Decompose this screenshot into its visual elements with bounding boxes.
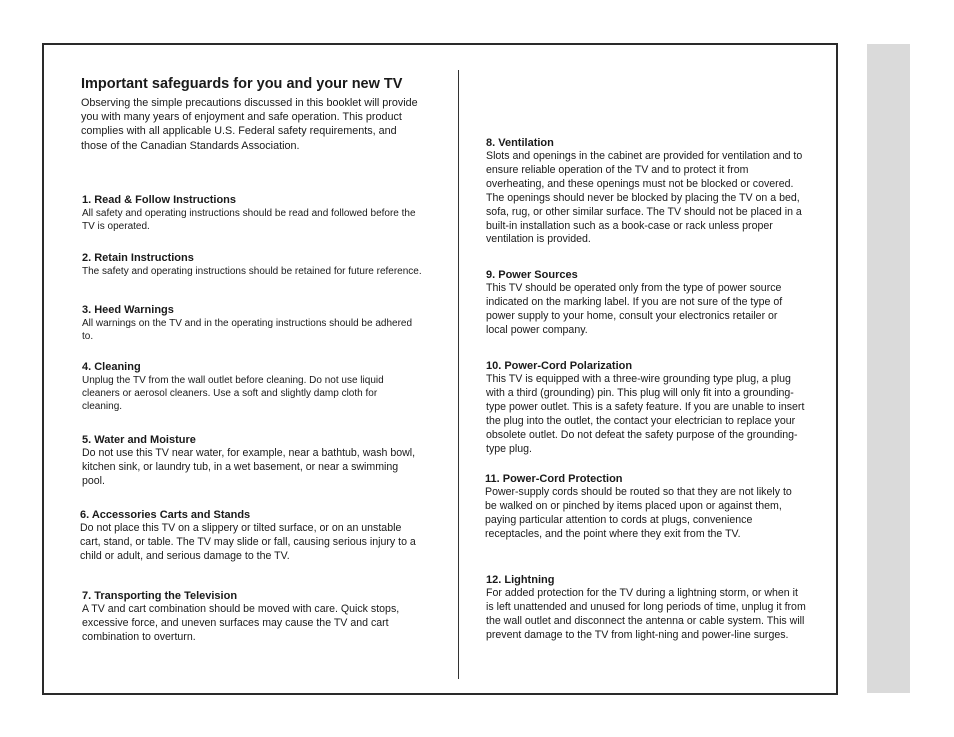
section-heading: 3. Heed Warnings (82, 304, 174, 316)
section-body: Slots and openings in the cabinet are provided for ventilation and to ensure reliable operation of the TV and to protect it from overheating, and these openings must not be blocked or covered. The openings should never be blocked by placing the TV on a bed, sofa, rug, or other similar surface. The TV should not be placed in a built-in installation such as a book-case or rack unless proper ventilation is provided. (486, 150, 803, 246)
section-carts-stands (80, 508, 422, 564)
section-body: The safety and operating instructions should be retained for future reference. (82, 266, 422, 277)
section-heading: 2. Retain Instructions (82, 252, 194, 264)
section-retain (82, 251, 422, 278)
section-body: For added protection for the TV during a lightning storm, or when it is left unattended and unused for long periods of time, unplug it from the wall outlet and disconnect the antenna or cable system. This will prevent damage to the TV from light-ning and power-line surges. (486, 587, 806, 641)
column-divider (458, 70, 459, 679)
section-body: Do not place this TV on a slippery or tilted surface, or on an unstable cart, stand, or table. The TV may slide or fall, causing serious injury to a child or adult, and serious damage to the TV. (80, 522, 416, 562)
section-body: Do not use this TV near water, for example, near a bathtub, wash bowl, kitchen sink, or laundry tub, in a wet basement, or near a swimming pool. (82, 447, 416, 487)
section-cleaning (82, 360, 402, 414)
section-body: This TV is equipped with a three-wire grounding type plug, a plug with a third (grounding) pin. This plug will only fit into a grounding-type power outlet. This is a safety feature. If you are unable to insert the plug into the outlet, the contact your electrician to replace your obsolete outlet. Do not defeat the safety purpose of the grounding-type plug. (486, 373, 805, 455)
section-heading: 5. Water and Moisture (82, 434, 196, 446)
section-transporting (82, 589, 414, 645)
section-heading: 12. Lightning (486, 574, 555, 586)
section-read-follow (82, 193, 422, 233)
section-ventilation (486, 136, 808, 247)
page-edge-tab (867, 44, 910, 693)
section-heading: 7. Transporting the Television (82, 590, 238, 602)
section-heading: 6. Accessories Carts and Stands (80, 509, 251, 521)
section-body: Power-supply cords should be routed so that they are not likely to be walked on or pinched by items placed upon or against them, paying particular attention to cords at plugs, convenience receptacles, and the point where they exit from the TV. (485, 486, 792, 540)
intro-paragraph: Observing the simple precautions discussed in this booklet will provide you with many years of enjoyment and safe operation. This product complies with all applicable U.S. Federal safety requirements, and those of the Canadian Standards Association. (81, 97, 418, 152)
section-body: All warnings on the TV and in the operating instructions should be adhered to. (82, 318, 413, 343)
section-heed-warnings (82, 303, 422, 343)
page-title: Important safeguards for you and your new TV (81, 76, 403, 92)
section-polarization (486, 359, 808, 456)
section-heading: 10. Power-Cord Polarization (486, 360, 633, 372)
section-heading: 9. Power Sources (486, 269, 578, 281)
section-water-moisture (82, 433, 422, 489)
section-body: This TV should be operated only from the type of power source indicated on the marking label. If you are not sure of the type of power supply to your home, consult your electronics retailer or local power company. (486, 282, 783, 336)
section-heading: 8. Ventilation (486, 137, 554, 149)
section-body: A TV and cart combination should be moved with care. Quick stops, excessive force, and uneven surfaces may cause the TV and cart combination to overturn. (82, 603, 400, 643)
section-heading: 11. Power-Cord Protection (485, 473, 623, 485)
section-heading: 1. Read & Follow Instructions (82, 194, 237, 206)
section-heading: 4. Cleaning (82, 361, 141, 373)
section-cord-protection (485, 472, 803, 542)
section-power-sources (486, 268, 802, 338)
section-lightning (486, 573, 808, 643)
section-body: All safety and operating instructions should be read and followed before the TV is operated. (82, 208, 416, 233)
section-body: Unplug the TV from the wall outlet before cleaning. Do not use liquid cleaners or aerosol cleaners. Use a soft and slightly damp cloth for cleaning. (82, 375, 384, 413)
